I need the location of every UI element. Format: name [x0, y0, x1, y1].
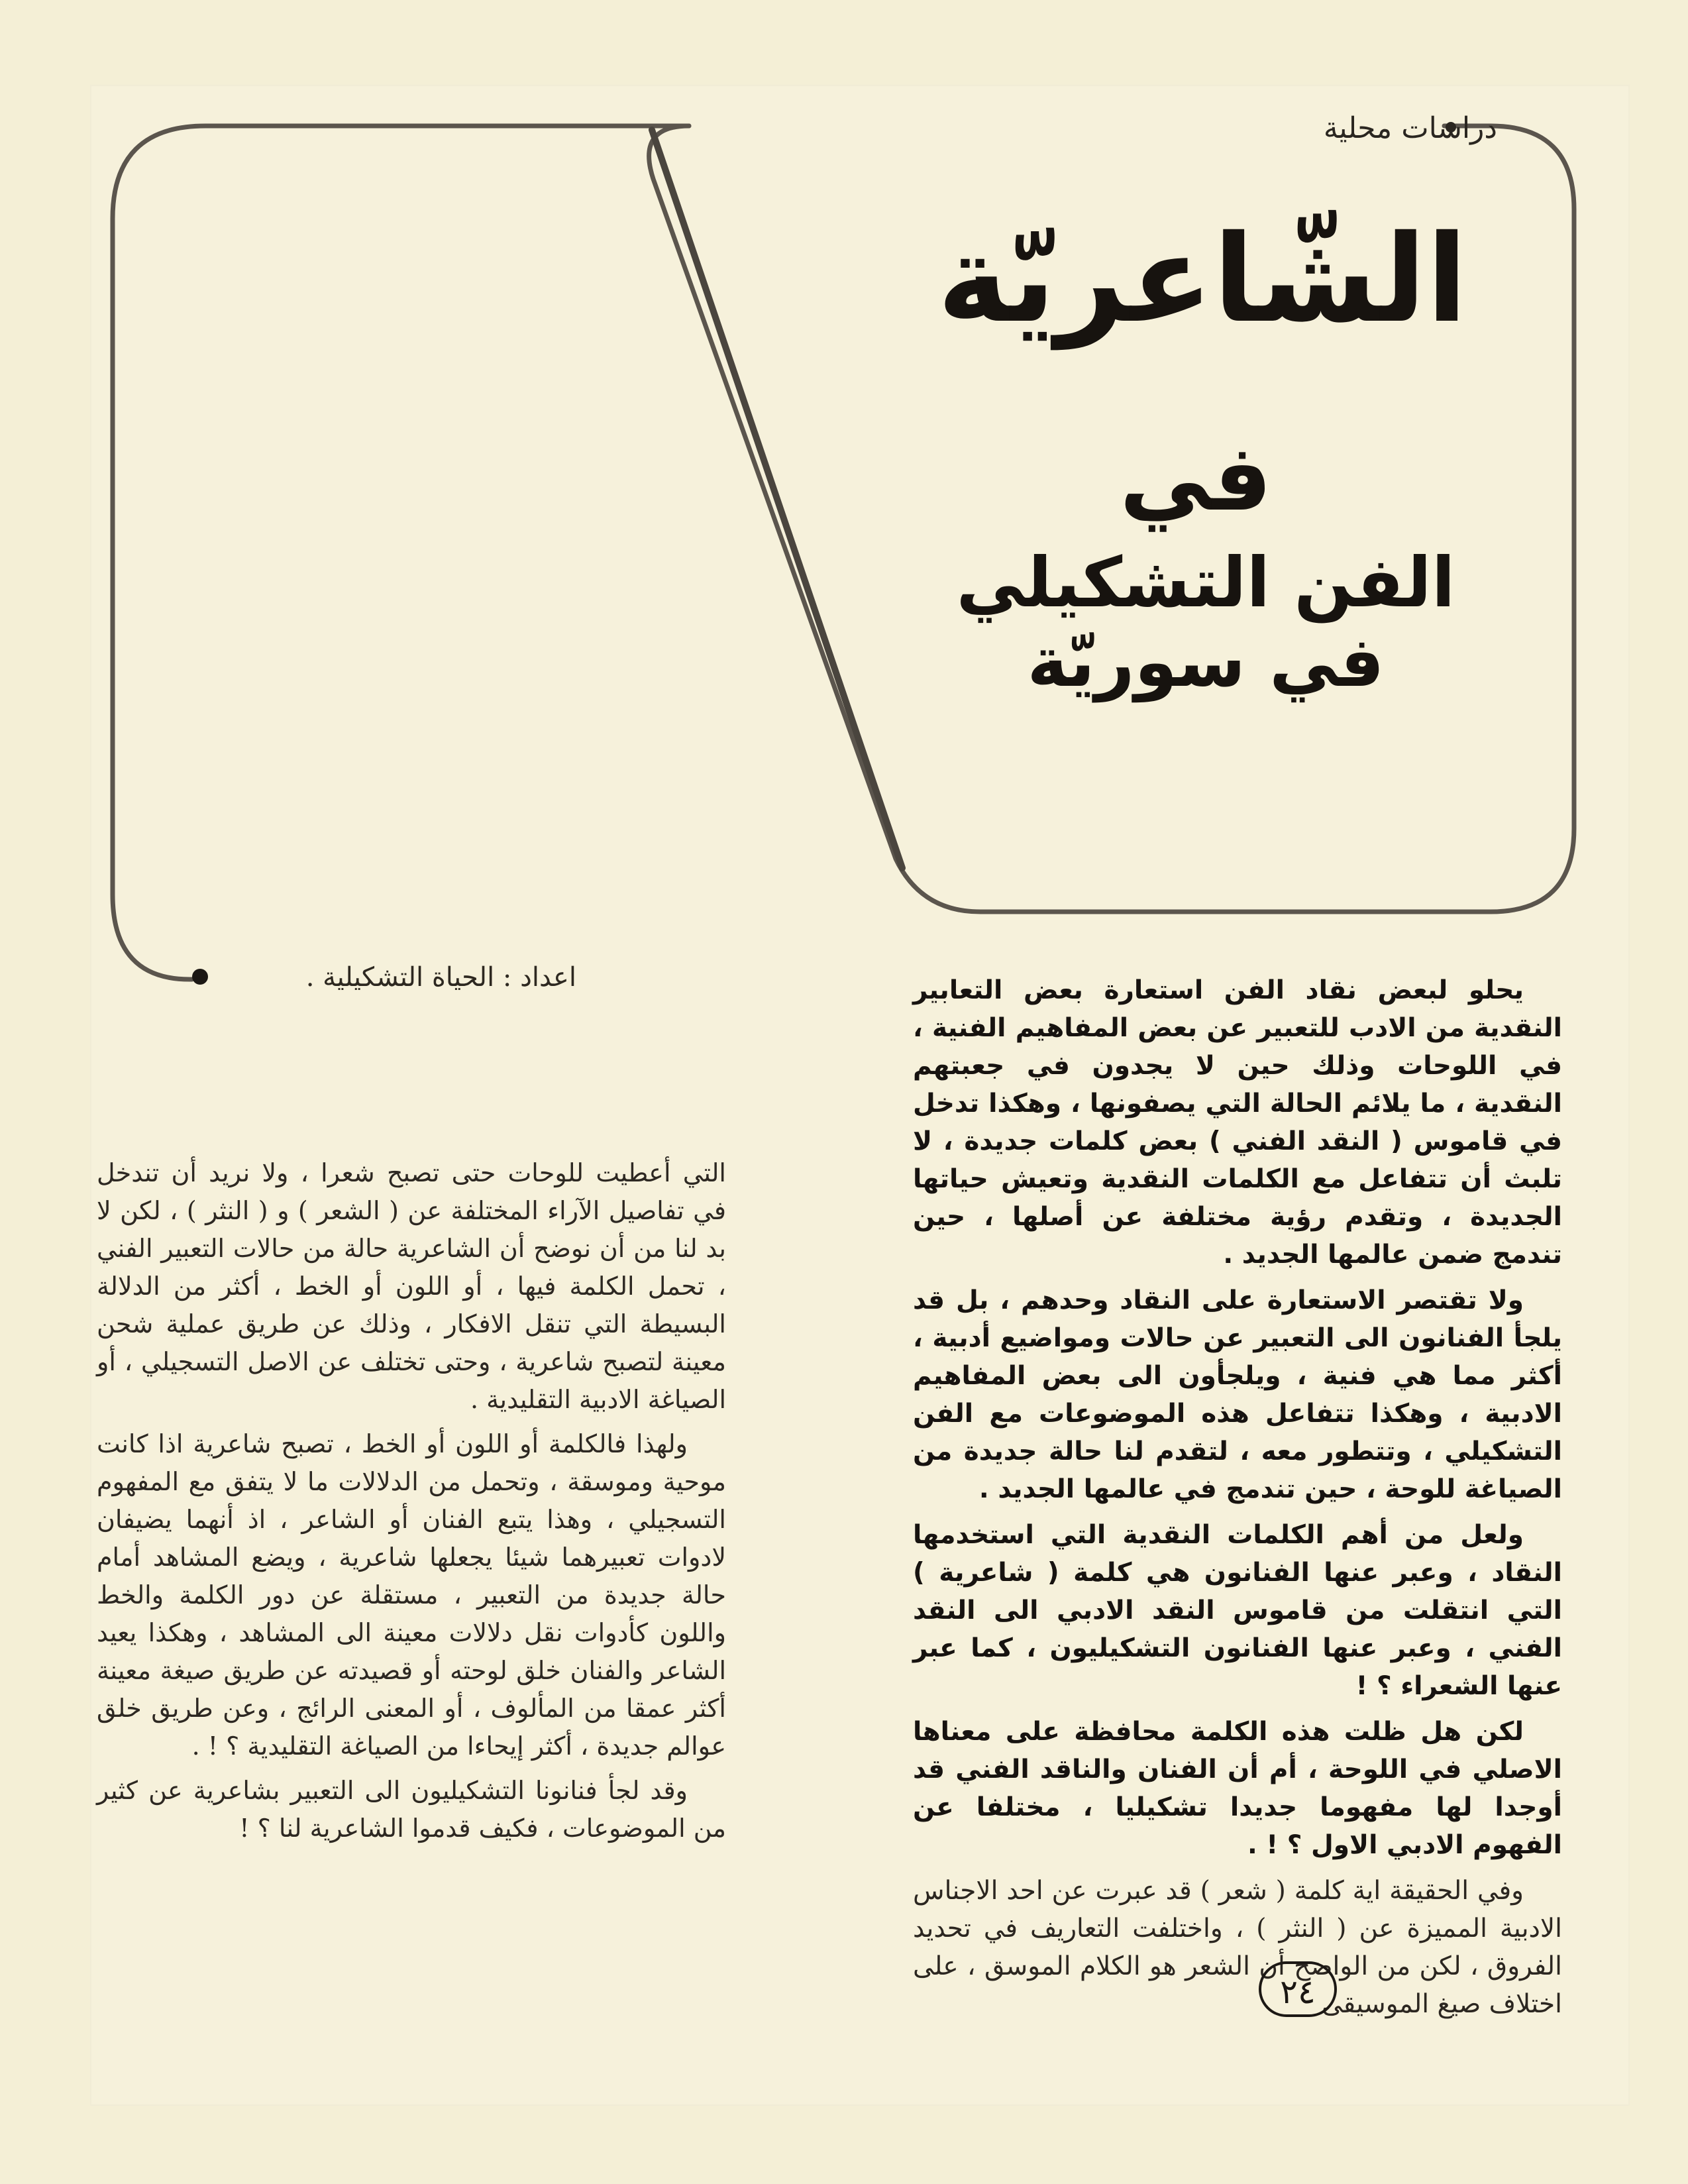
left-paragraph-3: وقد لجأ فنانونا التشكيليون الى التعبير بشاعرية عن كثير من الموضوعات ، فكيف قدموا الشاعرية لنا ؟ !: [97, 1776, 726, 1843]
byline: اعداد : الحياة التشكيلية .: [305, 962, 576, 993]
left-column: [97, 1154, 726, 1847]
left-paragraph-2: ولهذا فالكلمة أو اللون أو الخط ، تصبح شاعرية اذا كانت موحية وموسقة ، وتحمل من الدلالات ما لا يتفق مع المفهوم التسجيلي ، وهذا يتبع الفنان أو الشاعر ، اذ أنهما يضيفان لادوات تعبيرهما شيئا يجعلها شاعرية ، ويضع المشاهد أمام حالة جديدة من التعبير ، مستقلة عن دور الكلمة والخط واللون كأدوات نقل دلالات معينة الى المشاهد ، وهكذا يعيد الشاعر والفنان خلق لوحته أو قصيدته عن طريق صيغة معينة أكثر عمقا من المألوف ، أو المعنى الرائج ، وعن طريق خلق عوالم جديدة ، أكثر إيحاءا من الصياغة التقليدية ؟ ! .: [97, 1429, 726, 1761]
right-paragraph-1: يحلو لبعض نقاد الفن استعارة بعض التعابير النقدية من الادب للتعبير عن بعض المفاهيم الفنية ، في اللوحات وذلك حين لا يجدون في جعبتهم النقدية ، ما يلائم الحالة التي يصفونها ، وهكذا تدخل في قاموس ( النقد الفني ) بعض كلمات جديدة ، لا تلبث أن تتفاعل مع الكلمات النقدية وتعيش حياتها الجديدة ، وتقدم رؤية مختلفة عن أصلها ، حين تندمج ضمن عالمها الجديد .: [913, 975, 1562, 1270]
left-frame: [113, 126, 689, 979]
page-number: ٢٤: [1259, 1961, 1337, 2017]
right-column: [913, 971, 1562, 2023]
byline-bullet: [192, 969, 208, 985]
article-title: الشّاعريّة: [937, 209, 1468, 349]
left-paragraph-1: التي أعطيت للوحات حتى تصبح شعرا ، ولا نريد أن تندخل في تفاصيل الآراء المختلفة عن ( الشعر ) و ( النثر ) ، لكن لا بد لنا من أن نوضح أن الشاعرية حالة من حالات التعبير الفني ، تحمل الكلمة فيها ، أو اللون أو الخط ، أكثر من الدلالة البسيطة التي تنقل الافكار ، وذلك عن طريق عملية شحن معينة لتصبح شاعرية ، وحتى تختلف عن الاصل التسجيلي ، أو الصياغة الادبية التقليدية .: [97, 1158, 726, 1414]
right-paragraph-4: لكن هل ظلت هذه الكلمة محافظة على معناها الاصلي في اللوحة ، أم أن الفنان والناقد الفني قد أوجدا لها مفهوما جديدا تشكيليا ، مختلفا عن الفهوم الادبي الاول ؟ ! .: [913, 1717, 1562, 1860]
article-title-connector: في: [1120, 425, 1272, 531]
right-paragraph-3: ولعل من أهم الكلمات النقدية التي استخدمها النقاد ، وعبر عنها الفنانون هي كلمة ( شاعرية ) التي انتقلت من قاموس النقد الادبي الى النقد الفني ، وعبر عنها الفنانون التشكيليون ، كما عبر عنها الشعراء ؟ !: [913, 1520, 1562, 1701]
article-subtitle: الفن التشكيلي في سوريّة: [956, 542, 1455, 702]
section-label: دراسات محلية: [1323, 111, 1497, 145]
slanted-divider: [652, 130, 902, 868]
right-paragraph-2: ولا تقتصر الاستعارة على النقاد وحدهم ، بل قد يلجأ الفنانون الى التعبير عن حالات ومواضيع أدبية ، أكثر مما هي فنية ، ويلجأون الى بعض المفاهيم الادبية ، وهكذا تتفاعل هذه الموضوعات مع الفن التشكيلي ، وتتطور معه ، لتقدم لنا حالة جديدة من الصياغة للوحة ، حين تندمج في عالمها الجديد .: [913, 1285, 1562, 1504]
right-paragraph-5: وفي الحقيقة اية كلمة ( شعر ) قد عبرت عن احد الاجناس الادبية المميزة عن ( النثر ) ، واختلفت التعاريف في تحديد الفروق ، لكن من الواضح أن الشعر هو الكلام الموسق ، على اختلاف صيغ الموسيقى: [913, 1876, 1562, 2019]
